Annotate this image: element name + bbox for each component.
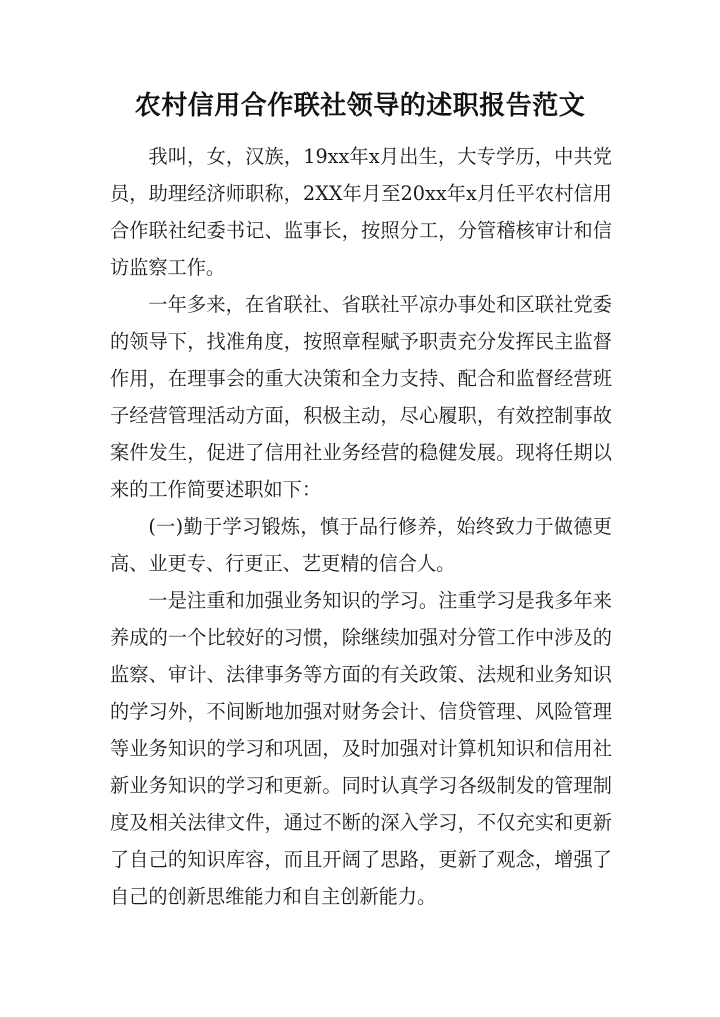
document-body [110,138,612,915]
paragraph-study: 一是注重和加强业务知识的学习。注重学习是我多年来养成的一个比较好的习惯，除继续加强对分管工作中涉及的监察、审计、法律事务等方面的有关政策、法规和业务知识的学习外，不间断地加强对财务会计、信贷管理、风险管理等业务知识的学习和巩固，及时加强对计算机知识和信用社新业务知识的学习和更新。同时认真学习各级制发的管理制度及相关法律文件，通过不断的深入学习，不仅充实和更新了自己的知识库容，而且开阔了思路，更新了观念，增强了自己的创新思维能力和自主创新能力。 [110,589,612,908]
document-title: 农村信用合作联社领导的述职报告范文 [134,91,586,121]
paragraph-overview: 一年多来，在省联社、省联社平凉办事处和区联社党委的领导下，找准角度，按照章程赋予职责充分发挥民主监督作用，在理事会的重大决策和全力支持、配合和监督经营班子经营管理活动方面，积极主动，尽心履职，有效控制事故案件发生，促进了信用社业务经营的稳健发展。现将任期以来的工作简要述职如下： [110,293,612,501]
paragraph-personal-info: 我叫，女，汉族，19xx年x月出生，大专学历，中共党员，助理经济师职称，2XX年月至20xx年x月任平农村信用合作联社纪委书记、监事长，按照分工，分管稽核审计和信访监察工作。 [110,145,612,279]
paragraph-section-heading-1: (一)勤于学习锻炼，慎于品行修养，始终致力于做德更高、业更专、行更正、艺更精的信合人。 [110,515,612,575]
